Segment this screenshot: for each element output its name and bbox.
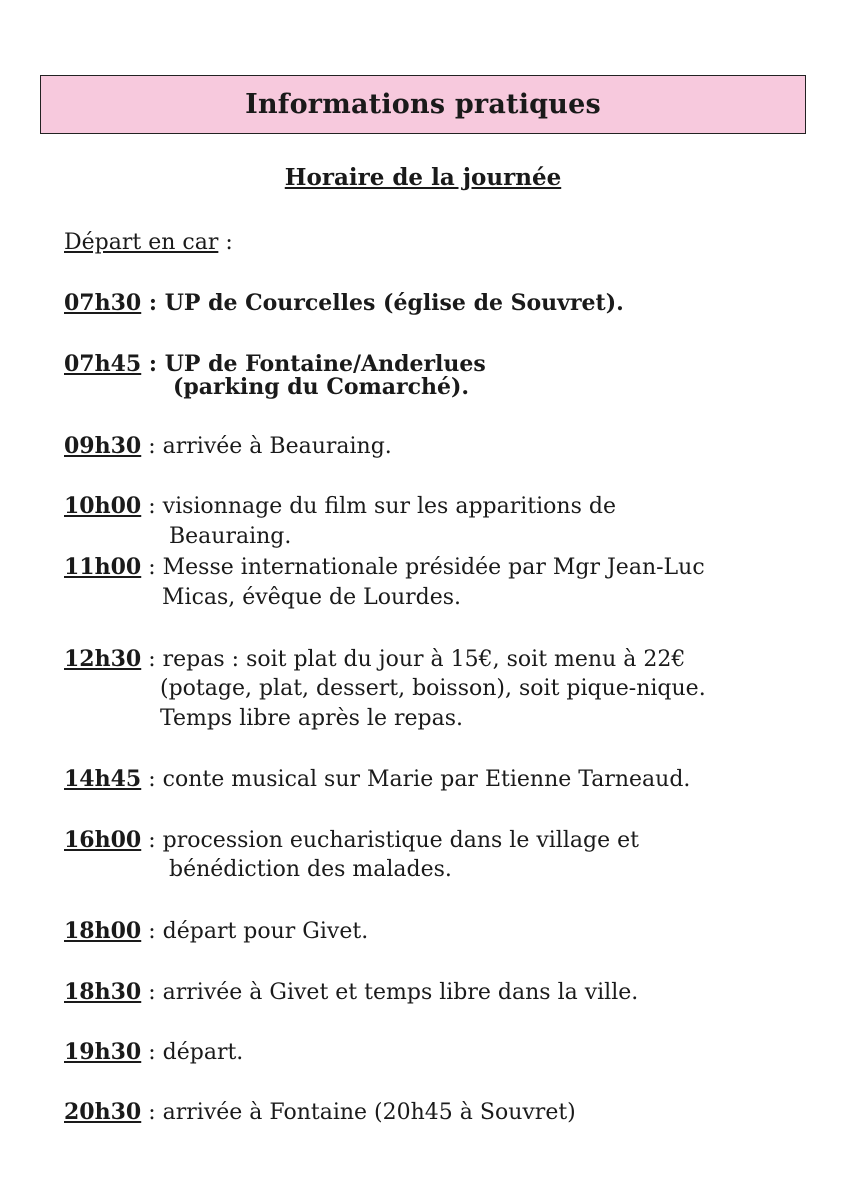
schedule-text: départ pour Givet. xyxy=(162,919,369,944)
schedule-heading xyxy=(0,164,846,191)
schedule-item xyxy=(64,916,368,947)
schedule-time: 10h00 xyxy=(64,493,142,519)
schedule-time: 09h30 xyxy=(64,433,142,459)
schedule-item xyxy=(64,431,392,462)
schedule-item xyxy=(64,977,638,1008)
schedule-time: 14h45 xyxy=(64,766,142,792)
schedule-text: UP de Courcelles (église de Souvret). xyxy=(164,290,624,316)
schedule-item xyxy=(64,825,639,856)
schedule-sep: : xyxy=(141,647,163,672)
schedule-sep: : xyxy=(141,351,165,377)
schedule-text: arrivée à Givet et temps libre dans la ville. xyxy=(162,980,639,1005)
schedule-text-cont: Temps libre après le repas. xyxy=(160,706,463,731)
schedule-time: 18h30 xyxy=(64,979,142,1005)
schedule-item xyxy=(64,1037,243,1068)
page-title: Informations pratiques xyxy=(245,89,601,120)
schedule-text: Messe internationale présidée par Mgr Jean-Luc xyxy=(162,555,705,580)
schedule-time: 07h45 xyxy=(64,351,142,377)
schedule-time: 12h30 xyxy=(64,646,142,672)
header-banner xyxy=(40,75,806,134)
schedule-sep: : xyxy=(141,980,163,1005)
schedule-item xyxy=(64,552,705,583)
schedule-sep: : xyxy=(141,1100,163,1125)
schedule-sep: : xyxy=(141,494,163,519)
schedule-sep: : xyxy=(141,828,163,853)
departure-label: Départ en car xyxy=(64,230,219,255)
schedule-text: UP de Fontaine/Anderlues xyxy=(164,351,486,377)
schedule-sep: : xyxy=(141,919,163,944)
schedule-text-cont: Beauraing. xyxy=(169,524,292,549)
schedule-text: conte musical sur Marie par Etienne Tarneaud. xyxy=(162,767,691,792)
schedule-text: visionnage du film sur les apparitions de xyxy=(162,494,616,519)
departure-line xyxy=(64,228,233,258)
schedule-sep: : xyxy=(141,434,163,459)
schedule-time: 07h30 xyxy=(64,290,142,316)
schedule-item xyxy=(64,491,616,522)
schedule-sep: : xyxy=(141,290,165,316)
schedule-sep: : xyxy=(141,1040,163,1065)
schedule-time: 11h00 xyxy=(64,554,142,580)
schedule-item xyxy=(64,644,685,675)
schedule-text: procession eucharistique dans le village et xyxy=(162,828,639,853)
schedule-text: arrivée à Fontaine (20h45 à Souvret) xyxy=(162,1100,576,1125)
schedule-text-cont: (parking du Comarché). xyxy=(173,374,470,400)
schedule-sep: : xyxy=(141,767,163,792)
schedule-heading-text: Horaire de la journée xyxy=(284,164,562,191)
schedule-text: repas : soit plat du jour à 15€, soit menu à 22€ xyxy=(162,647,686,672)
schedule-text: départ. xyxy=(162,1040,244,1065)
schedule-time: 20h30 xyxy=(64,1099,142,1125)
schedule-item xyxy=(64,288,624,318)
schedule-text: arrivée à Beauraing. xyxy=(162,434,392,459)
schedule-text-cont: bénédiction des malades. xyxy=(169,857,452,882)
schedule-item xyxy=(64,764,690,795)
schedule-time: 16h00 xyxy=(64,827,142,853)
departure-suffix: : xyxy=(218,230,233,255)
schedule-sep: : xyxy=(141,555,163,580)
schedule-text-cont: (potage, plat, dessert, boisson), soit pique-nique. xyxy=(160,676,706,701)
schedule-item xyxy=(64,1097,576,1128)
schedule-time: 19h30 xyxy=(64,1039,142,1065)
schedule-text-cont: Micas, évêque de Lourdes. xyxy=(162,585,462,610)
schedule-time: 18h00 xyxy=(64,918,142,944)
